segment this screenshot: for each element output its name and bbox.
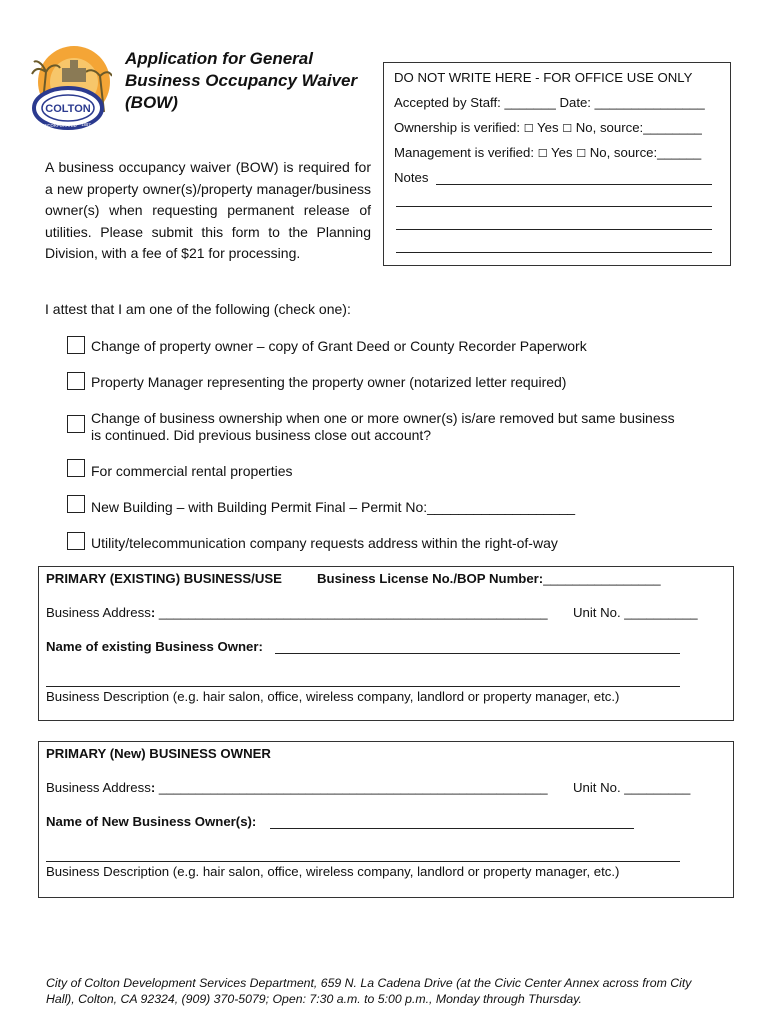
option-label-line-2: is continued. Did previous business close out account? [91, 427, 432, 443]
logo-incorporated: INCORPORATED [43, 123, 77, 128]
option-label: Property Manager representing the property owner (notarized letter required) [91, 374, 567, 390]
new-owner-label: Name of New Business Owner(s): [46, 814, 257, 829]
existing-address-colon: : [150, 605, 156, 620]
new-unit-field[interactable]: Unit No. _________ [573, 780, 691, 795]
title-line-1: Application for General [125, 49, 313, 68]
accepted-by-staff-line: Accepted by Staff: _______ Date: _______________ [394, 95, 705, 110]
existing-address-field[interactable] [46, 605, 548, 620]
attest-instruction: I attest that I am one of the following (check one): [45, 301, 351, 317]
existing-license-blank[interactable]: ________________ [543, 571, 661, 586]
footer-address [46, 975, 736, 1007]
management-verified-label: Management is verified: [394, 145, 535, 160]
option-checkbox[interactable] [67, 336, 85, 354]
management-no-source-label: No, source:______ [589, 145, 702, 160]
notes-line-4[interactable] [396, 252, 712, 253]
existing-description-input-line[interactable] [46, 686, 680, 687]
management-yes-label: Yes [551, 145, 573, 160]
management-no-checkbox-icon[interactable]: ☐ [576, 148, 587, 160]
office-use-box [383, 62, 731, 266]
title-line-3: (BOW) [125, 93, 178, 112]
new-address-field[interactable] [46, 780, 548, 795]
existing-section-heading: PRIMARY (EXISTING) BUSINESS/USE [46, 571, 282, 586]
existing-license-label: Business License No./BOP Number: [317, 571, 544, 586]
ownership-no-source-label: No, source:________ [575, 120, 702, 135]
footer-line-1: City of Colton Development Services Department, 659 N. La Cadena Drive (at the Civic Center Annex across from City [46, 976, 692, 990]
notes-line-1[interactable] [436, 184, 712, 185]
ownership-verified-label: Ownership is verified: [394, 120, 521, 135]
footer-line-2: Hall), Colton, CA 92324, (909) 370-5079; Open: 7:30 a.m. to 5:00 p.m., Monday through Thursday. [46, 992, 582, 1006]
existing-owner-input-line[interactable] [275, 653, 680, 654]
existing-owner-label: Name of existing Business Owner: [46, 639, 263, 654]
notes-label: Notes [394, 170, 429, 185]
existing-address-label: Business Address [46, 605, 151, 620]
new-owner-section-heading: PRIMARY (New) BUSINESS OWNER [46, 746, 271, 761]
ownership-no-checkbox-icon[interactable]: ☐ [562, 123, 573, 135]
option-label: New Building – with Building Permit Final – Permit No:___________________ [91, 499, 576, 515]
existing-unit-field[interactable]: Unit No. __________ [573, 605, 698, 620]
management-verified-line [394, 145, 701, 162]
option-label: For commercial rental properties [91, 463, 293, 479]
existing-business-section [38, 566, 734, 721]
option-checkbox[interactable] [67, 415, 85, 433]
notes-line-3[interactable] [396, 229, 712, 230]
option-label: Change of property owner – copy of Grant Deed or County Recorder Paperwork [91, 338, 587, 354]
new-description-input-line[interactable] [46, 861, 680, 862]
ownership-yes-checkbox-icon[interactable]: ☐ [523, 123, 534, 135]
ownership-verified-line [394, 120, 702, 137]
page-title [125, 48, 375, 114]
office-heading: DO NOT WRITE HERE - FOR OFFICE USE ONLY [394, 70, 693, 85]
intro-paragraph: A business occupancy waiver (BOW) is required for a new property owner(s)/property manager/business owner(s) when requesting permanent release of utilities. Please submit this form to the Planning Division, with a fee of $21 for processing. [45, 159, 371, 261]
title-line-2: Business Occupancy Waiver [125, 71, 358, 90]
new-address-label: Business Address [46, 780, 151, 795]
notes-line-2[interactable] [396, 206, 712, 207]
new-address-colon: : [150, 780, 156, 795]
existing-address-blank[interactable]: _____________________________________________________ [155, 605, 548, 620]
logo-name: COLTON [45, 103, 91, 115]
new-owner-section [38, 741, 734, 898]
ownership-yes-label: Yes [537, 120, 559, 135]
existing-description-label: Business Description (e.g. hair salon, office, wireless company, landlord or property manager, etc.) [46, 689, 620, 704]
option-checkbox[interactable] [67, 532, 85, 550]
new-description-label: Business Description (e.g. hair salon, office, wireless company, landlord or property manager, etc.) [46, 864, 620, 879]
new-address-blank[interactable]: _____________________________________________________ [155, 780, 548, 795]
option-checkbox[interactable] [67, 495, 85, 513]
existing-license-field[interactable] [317, 571, 661, 586]
management-yes-checkbox-icon[interactable]: ☐ [537, 148, 548, 160]
logo-year: 1887 [81, 122, 91, 127]
option-checkbox[interactable] [67, 372, 85, 390]
option-checkbox[interactable] [67, 459, 85, 477]
city-seal-logo [28, 42, 112, 136]
new-owner-input-line[interactable] [270, 828, 634, 829]
option-label: Utility/telecommunication company requests address within the right-of-way [91, 535, 558, 551]
option-label-line-1: Change of business ownership when one or more owner(s) is/are removed but same business [91, 410, 675, 426]
